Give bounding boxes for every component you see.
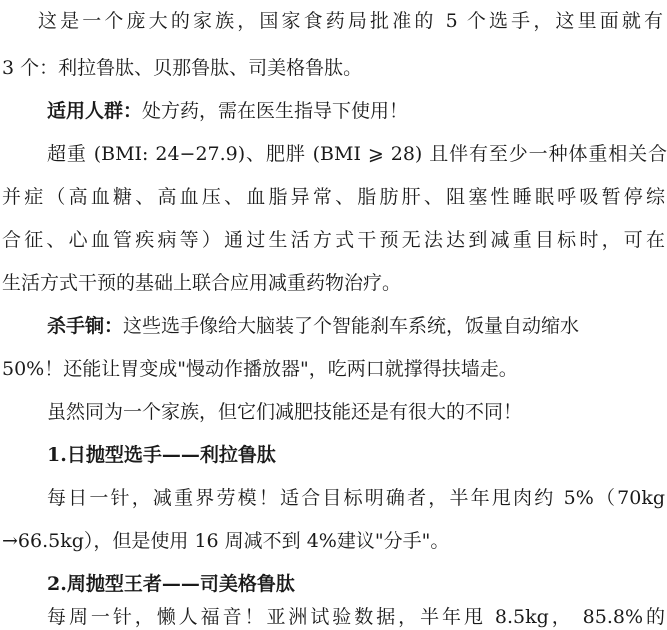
indication-line-3: 合征、心血管疾病等）通过生活方式干预无法达到减重目标时，可在 — [2, 229, 665, 251]
liraglutide-line-1: 每日一针，减重界劳模！适合目标明确者，半年甩肉约 5%（70kg — [47, 487, 665, 509]
target-population-text: 处方药，需在医生指导下使用！ — [142, 100, 409, 122]
semaglutide-line-1: 每周一针，懒人福音！亚洲试验数据，半年甩 8.5kg， 85.8%的 — [47, 606, 665, 628]
killer-move-line-1 — [47, 313, 665, 339]
killer-move-line-2: 50%！还能让胃变成"慢动作播放器"，吃两口就撑得扶墙走。 — [2, 358, 518, 380]
heading-liraglutide: 1.日抛型选手——利拉鲁肽 — [47, 444, 276, 466]
heading-semaglutide: 2.周抛型王者——司美格鲁肽 — [47, 573, 295, 595]
indication-line-1: 超重 (BMI: 24−27.9)、肥胖 (BMI ⩾ 28) 且伴有至少一种体重相关合 — [47, 143, 667, 165]
killer-move-label: 杀手锏 — [47, 315, 105, 337]
target-population-colon: ： — [123, 100, 143, 122]
family-difference-line: 虽然同为一个家族，但它们减肥技能还是有很大的不同！ — [47, 401, 523, 423]
target-population-label: 适用人群 — [47, 100, 124, 122]
paragraph-intro-line-2: 3 个：利拉鲁肽、贝那鲁肽、司美格鲁肽。 — [2, 57, 363, 79]
killer-move-text: 这些选手像给大脑装了个智能刹车系统，饭量自动缩水 — [123, 315, 580, 337]
liraglutide-line-2: →66.5kg），但是使用 16 周减不到 4%建议"分手"。 — [2, 530, 450, 552]
paragraph-intro-line-1: 这是一个庞大的家族，国家食药局批准的 5 个选手，这里面就有 — [38, 10, 663, 32]
killer-move-colon: ： — [104, 315, 124, 337]
indication-line-2: 并症（高血糖、高血压、血脂异常、脂肪肝、阻塞性睡眠呼吸暂停综 — [2, 186, 665, 208]
target-population-line — [47, 98, 408, 124]
indication-line-4: 生活方式干预的基础上联合应用减重药物治疗。 — [2, 272, 402, 294]
